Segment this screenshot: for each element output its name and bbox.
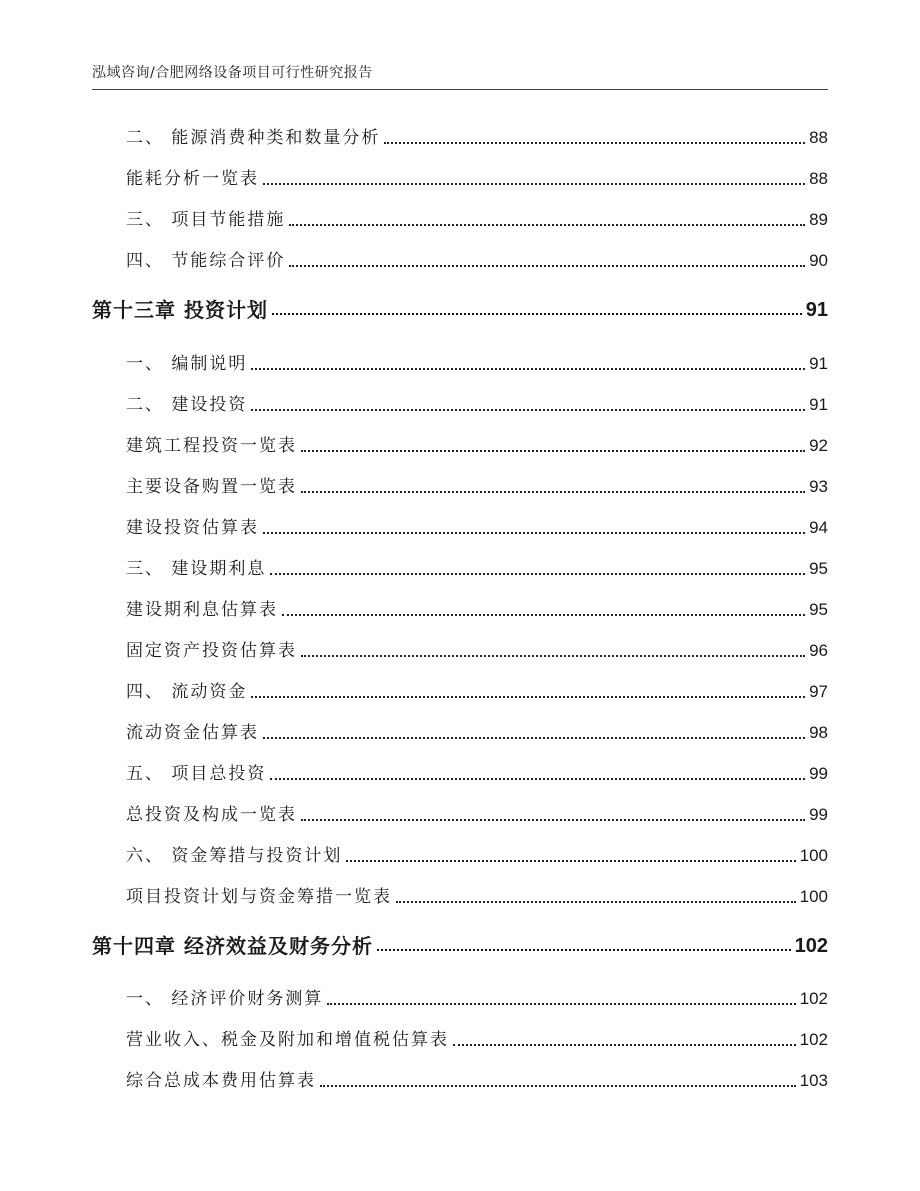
toc-entry-title: 营业收入、税金及附加和增值税估算表 — [126, 1030, 449, 1050]
toc-page-number: 90 — [809, 251, 828, 270]
toc-entry[interactable] — [126, 471, 828, 499]
toc-entry[interactable] — [126, 348, 828, 376]
dot-leader — [263, 737, 805, 739]
toc-entry-title: 二、 能源消费种类和数量分析 — [126, 128, 381, 148]
toc-page-number: 92 — [809, 436, 828, 455]
dot-leader — [289, 265, 805, 267]
toc-entry[interactable] — [126, 512, 828, 540]
toc-page-number: 94 — [809, 518, 828, 537]
toc-entry[interactable] — [126, 389, 828, 417]
toc-entry-title: 三、 项目节能措施 — [126, 210, 286, 230]
dot-leader — [301, 491, 805, 493]
toc-entry[interactable] — [126, 594, 828, 622]
toc-entry-title: 一、 编制说明 — [126, 354, 248, 374]
toc-entry[interactable] — [126, 430, 828, 458]
dot-leader — [270, 573, 805, 575]
toc-entry-title: 流动资金估算表 — [126, 723, 259, 743]
toc-page-number: 102 — [799, 1030, 828, 1049]
dot-leader — [384, 142, 805, 144]
toc-page-number: 95 — [809, 559, 828, 578]
dot-leader — [272, 313, 802, 315]
toc-entry-title: 固定资产投资估算表 — [126, 641, 297, 661]
toc-entry-title: 能耗分析一览表 — [126, 169, 259, 189]
dot-leader — [263, 183, 805, 185]
toc-page-number: 97 — [809, 682, 828, 701]
toc-entry-title: 建筑工程投资一览表 — [126, 436, 297, 456]
toc-entry-title: 四、 节能综合评价 — [126, 251, 286, 271]
dot-leader — [289, 224, 805, 226]
document-header: 泓域咨询/合肥网络设备项目可行性研究报告 — [92, 65, 373, 81]
toc-page-number: 102 — [799, 989, 828, 1008]
toc-page-number: 100 — [799, 846, 828, 865]
toc-page-number: 99 — [809, 805, 828, 824]
dot-leader — [396, 901, 796, 903]
toc-entry[interactable] — [126, 1065, 828, 1093]
toc-entry-title: 第十三章 投资计划 — [92, 298, 268, 322]
toc-entry-title: 三、 建设期利息 — [126, 559, 267, 579]
toc-chapter-entry[interactable] — [92, 294, 828, 322]
toc-entry-title: 建设期利息估算表 — [126, 600, 278, 620]
toc-page-number: 93 — [809, 477, 828, 496]
toc-entry[interactable] — [126, 799, 828, 827]
dot-leader — [377, 949, 791, 951]
toc-entry[interactable] — [126, 1024, 828, 1052]
toc-page-number: 95 — [809, 600, 828, 619]
toc-entry-title: 二、 建设投资 — [126, 395, 248, 415]
toc-entry-title: 总投资及构成一览表 — [126, 805, 297, 825]
dot-leader — [282, 614, 805, 616]
toc-entry-title: 六、 资金筹措与投资计划 — [126, 846, 343, 866]
dot-leader — [301, 819, 805, 821]
toc-entry-title: 综合总成本费用估算表 — [126, 1071, 316, 1091]
toc-entry[interactable] — [126, 840, 828, 868]
toc-entry-title: 四、 流动资金 — [126, 682, 248, 702]
toc-chapter-entry[interactable] — [92, 930, 828, 958]
toc-page-number: 91 — [809, 395, 828, 414]
dot-leader — [263, 532, 805, 534]
toc-page-number: 100 — [799, 887, 828, 906]
toc-entry-title: 第十四章 经济效益及财务分析 — [92, 934, 373, 958]
toc-entry-title: 项目投资计划与资金筹措一览表 — [126, 887, 392, 907]
toc-entry[interactable] — [126, 163, 828, 191]
toc-entry[interactable] — [126, 758, 828, 786]
toc-entry[interactable] — [126, 676, 828, 704]
toc-page-number: 103 — [799, 1071, 828, 1090]
toc-page-number: 89 — [809, 210, 828, 229]
toc-entry[interactable] — [126, 717, 828, 745]
toc-entry-title: 五、 项目总投资 — [126, 764, 267, 784]
dot-leader — [251, 409, 805, 411]
toc-entry[interactable] — [126, 881, 828, 909]
header-divider — [92, 89, 828, 90]
toc-page-number: 88 — [809, 128, 828, 147]
dot-leader — [301, 450, 805, 452]
dot-leader — [251, 696, 805, 698]
toc-entry-title: 主要设备购置一览表 — [126, 477, 297, 497]
toc-entry[interactable] — [126, 635, 828, 663]
toc-entry-title: 一、 经济评价财务测算 — [126, 989, 324, 1009]
dot-leader — [327, 1003, 795, 1005]
toc-page-number: 96 — [809, 641, 828, 660]
dot-leader — [453, 1044, 796, 1046]
toc-page-number: 102 — [794, 935, 828, 957]
toc-page-number: 98 — [809, 723, 828, 742]
toc-entry[interactable] — [126, 983, 828, 1011]
toc-entry[interactable] — [126, 553, 828, 581]
dot-leader — [320, 1085, 796, 1087]
toc-entry[interactable] — [126, 245, 828, 273]
dot-leader — [346, 860, 795, 862]
toc-page-number: 99 — [809, 764, 828, 783]
dot-leader — [251, 368, 805, 370]
toc-page-number: 91 — [809, 354, 828, 373]
dot-leader — [301, 655, 805, 657]
toc-entry-title: 建设投资估算表 — [126, 518, 259, 538]
dot-leader — [270, 778, 805, 780]
toc-entry[interactable] — [126, 122, 828, 150]
toc-page-number: 91 — [805, 299, 828, 321]
toc-entry[interactable] — [126, 204, 828, 232]
toc-page-number: 88 — [809, 169, 828, 188]
